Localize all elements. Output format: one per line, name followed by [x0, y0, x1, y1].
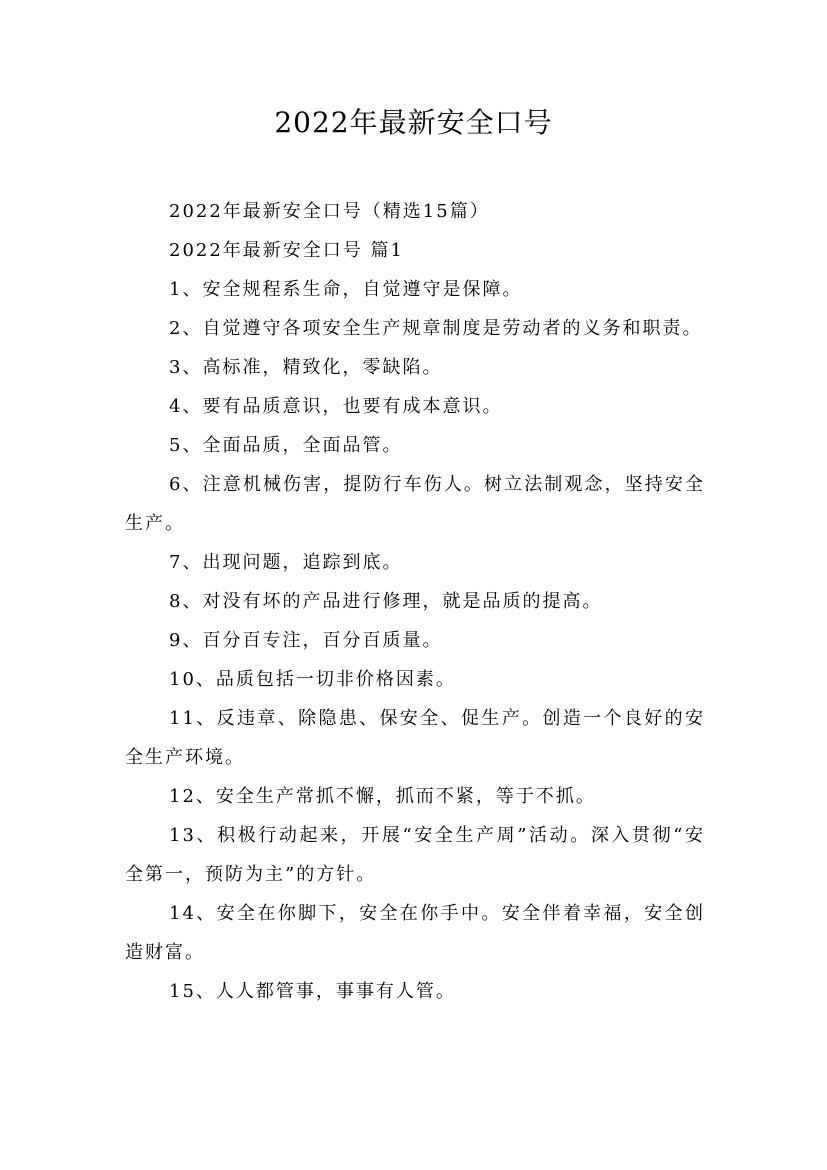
document-body: [125, 192, 705, 1011]
paragraph-section-heading: 2022年最新安全口号 篇1: [169, 240, 404, 261]
paragraph-subtitle: 2022年最新安全口号（精选15篇）: [169, 201, 490, 222]
slogan-item: 13、积极行动起来，开展“安全生产周”活动。深入贯彻“安全第一，预防为主”的方针。: [125, 825, 705, 885]
document-title: 2022年最新安全口号: [274, 106, 553, 139]
slogan-item: 3、高标准，精致化，零缺陷。: [169, 357, 443, 378]
slogan-item: 6、注意机械伤害，提防行车伤人。树立法制观念，坚持安全生产。: [125, 474, 705, 534]
slogan-item: 14、安全在你脚下，安全在你手中。安全伴着幸福，安全创造财富。: [125, 903, 705, 963]
slogan-item: 10、品质包括一切非价格因素。: [169, 669, 456, 690]
slogan-item: 8、对没有坏的产品进行修理，就是品质的提高。: [169, 591, 603, 612]
slogan-item: 12、安全生产常抓不懈，抓而不紧，等于不抓。: [169, 786, 596, 807]
slogan-item: 1、安全规程系生命，自觉遵守是保障。: [169, 279, 523, 300]
slogan-item: 7、出现问题，追踪到底。: [169, 552, 403, 573]
slogan-item: 11、反违章、除隐患、保安全、促生产。创造一个良好的安全生产环境。: [125, 708, 705, 768]
slogan-item: 9、百分百专注，百分百质量。: [169, 630, 443, 651]
slogan-item: 5、全面品质，全面品管。: [169, 435, 403, 456]
slogan-item: 15、人人都管事，事事有人管。: [169, 981, 456, 1002]
slogan-item: 4、要有品质意识，也要有成本意识。: [169, 396, 503, 417]
slogan-item: 2、自觉遵守各项安全生产规章制度是劳动者的义务和职责。: [169, 318, 703, 339]
